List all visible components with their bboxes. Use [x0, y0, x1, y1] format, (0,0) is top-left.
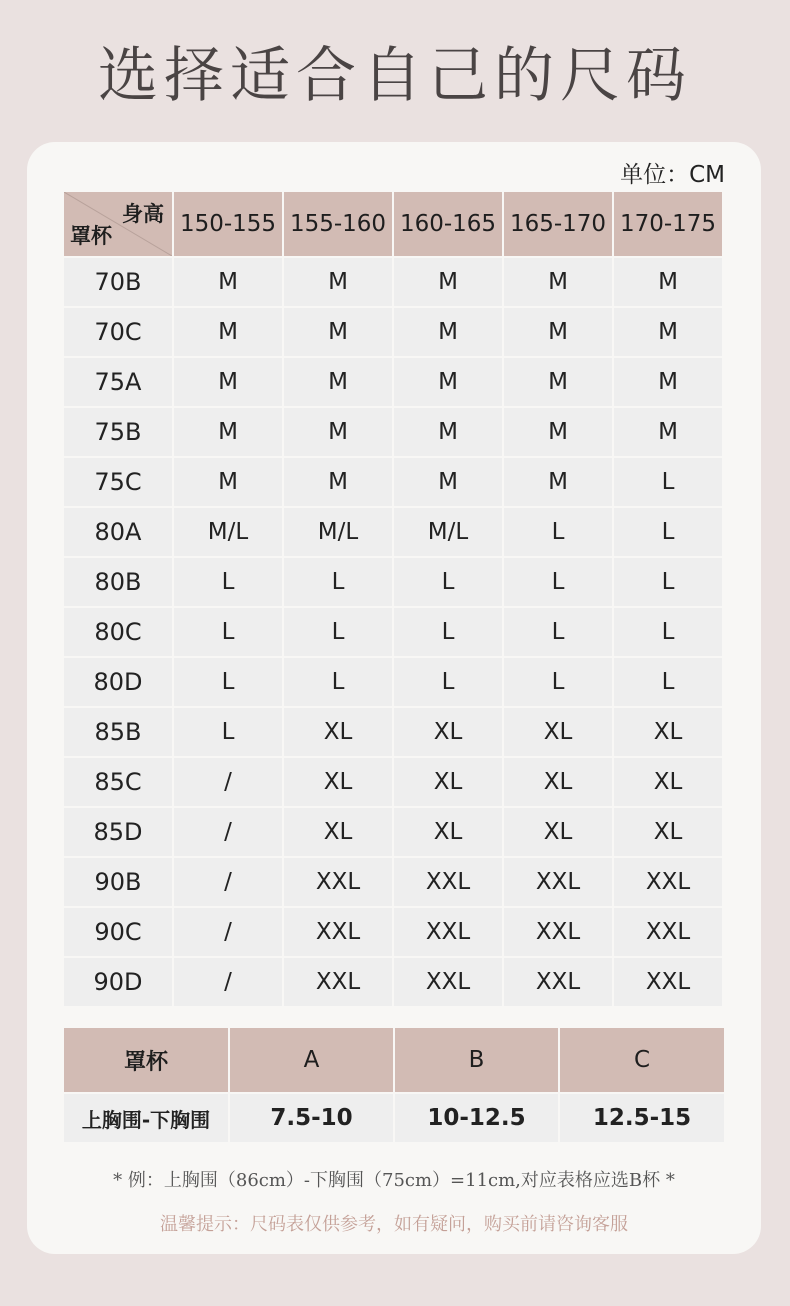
cup-size-label: 80A — [64, 508, 172, 556]
cup-header-label: 罩杯 — [64, 1028, 228, 1092]
size-cell: M/L — [284, 508, 392, 556]
cup-size-label: 80C — [64, 608, 172, 656]
table-row — [64, 608, 722, 656]
cup-table — [62, 1026, 726, 1144]
size-cell: XL — [614, 758, 722, 806]
size-cell: M — [284, 358, 392, 406]
size-cell: XXL — [394, 858, 502, 906]
size-cell: M — [174, 408, 282, 456]
size-cell: / — [174, 758, 282, 806]
size-cell: M — [614, 358, 722, 406]
size-chart-card — [27, 142, 761, 1254]
size-cell: L — [174, 608, 282, 656]
cup-size-label: 75A — [64, 358, 172, 406]
size-cell: L — [284, 558, 392, 606]
size-cell: XXL — [394, 958, 502, 1006]
table-row — [64, 758, 722, 806]
size-cell: XXL — [504, 858, 612, 906]
table-row — [64, 258, 722, 306]
size-cell: M/L — [174, 508, 282, 556]
size-cell: M — [284, 308, 392, 356]
cup-size-label: 70C — [64, 308, 172, 356]
size-cell: M — [174, 308, 282, 356]
size-cell: / — [174, 808, 282, 856]
size-cell: M — [614, 408, 722, 456]
size-cell: M — [504, 258, 612, 306]
size-cell: XL — [614, 808, 722, 856]
size-cell: M/L — [394, 508, 502, 556]
size-cell: XXL — [284, 908, 392, 956]
size-cell: XL — [284, 808, 392, 856]
size-cell: L — [284, 658, 392, 706]
size-cell: M — [504, 458, 612, 506]
table-row — [64, 958, 722, 1006]
size-cell: M — [394, 258, 502, 306]
table-row — [64, 408, 722, 456]
size-cell: XXL — [614, 958, 722, 1006]
cup-size-label: 75B — [64, 408, 172, 456]
example-note: * 例：上胸围（86cm）-下胸围（75cm）=11cm,对应表格应选B杯 * — [113, 1170, 675, 1191]
size-cell: XXL — [284, 958, 392, 1006]
size-cell: XL — [504, 708, 612, 756]
size-cell: L — [394, 608, 502, 656]
corner-header — [64, 192, 172, 256]
size-cell: M — [174, 458, 282, 506]
bust-difference-value: 12.5-15 — [560, 1094, 724, 1142]
size-table-header-row — [64, 192, 722, 256]
size-cell: XXL — [284, 858, 392, 906]
height-header: 155-160 — [284, 192, 392, 256]
size-cell: M — [614, 308, 722, 356]
size-cell: M — [284, 258, 392, 306]
cup-size-label: 85D — [64, 808, 172, 856]
size-cell: XL — [504, 808, 612, 856]
size-cell: XL — [614, 708, 722, 756]
page-title: 选择适合自己的尺码 — [98, 41, 692, 111]
cup-size-label: 90B — [64, 858, 172, 906]
reminder-tip: 温馨提示：尺码表仅供参考，如有疑问，购买前请咨询客服 — [160, 1214, 628, 1235]
size-cell: M — [284, 458, 392, 506]
unit-label: 单位：CM — [620, 162, 725, 188]
height-header: 160-165 — [394, 192, 502, 256]
cup-size-label: 80B — [64, 558, 172, 606]
cup-table-row — [64, 1094, 724, 1142]
bust-difference-value: 7.5-10 — [230, 1094, 393, 1142]
cup-header: B — [395, 1028, 558, 1092]
size-cell: XL — [394, 708, 502, 756]
size-cell: L — [174, 558, 282, 606]
size-cell: XL — [504, 758, 612, 806]
size-cell: L — [174, 658, 282, 706]
cup-size-label: 90C — [64, 908, 172, 956]
size-cell: M — [504, 408, 612, 456]
cup-size-label: 85C — [64, 758, 172, 806]
size-cell: L — [614, 608, 722, 656]
size-cell: L — [394, 558, 502, 606]
size-cell: L — [614, 658, 722, 706]
size-cell: M — [394, 358, 502, 406]
size-cell: L — [504, 608, 612, 656]
size-cell: XXL — [614, 858, 722, 906]
table-row — [64, 558, 722, 606]
table-row — [64, 858, 722, 906]
size-cell: M — [174, 258, 282, 306]
cup-size-label: 90D — [64, 958, 172, 1006]
table-row — [64, 908, 722, 956]
size-cell: L — [504, 558, 612, 606]
table-row — [64, 708, 722, 756]
size-cell: L — [614, 458, 722, 506]
size-cell: L — [504, 658, 612, 706]
cup-size-label: 70B — [64, 258, 172, 306]
size-cell: M — [394, 458, 502, 506]
size-cell: M — [394, 308, 502, 356]
size-cell: XL — [394, 758, 502, 806]
size-cell: L — [614, 558, 722, 606]
corner-height-label: 身高 — [122, 202, 164, 226]
size-cell: XXL — [504, 958, 612, 1006]
size-cell: / — [174, 958, 282, 1006]
size-cell: XL — [394, 808, 502, 856]
height-header: 170-175 — [614, 192, 722, 256]
cup-header: A — [230, 1028, 393, 1092]
corner-cup-label: 罩杯 — [70, 224, 112, 248]
size-cell: M — [284, 408, 392, 456]
height-header: 150-155 — [174, 192, 282, 256]
cup-size-label: 85B — [64, 708, 172, 756]
size-cell: XXL — [614, 908, 722, 956]
size-cell: M — [394, 408, 502, 456]
cup-size-label: 80D — [64, 658, 172, 706]
size-cell: XXL — [504, 908, 612, 956]
table-row — [64, 308, 722, 356]
table-row — [64, 658, 722, 706]
size-cell: L — [614, 508, 722, 556]
size-cell: XL — [284, 758, 392, 806]
size-cell: M — [504, 308, 612, 356]
size-cell: M — [174, 358, 282, 406]
size-cell: M — [614, 258, 722, 306]
size-cell: XL — [284, 708, 392, 756]
cup-header: C — [560, 1028, 724, 1092]
size-cell: XXL — [394, 908, 502, 956]
cup-table-header-row — [64, 1028, 724, 1092]
size-cell: / — [174, 858, 282, 906]
bust-difference-label: 上胸围-下胸围 — [64, 1094, 228, 1142]
size-cell: / — [174, 908, 282, 956]
cup-size-label: 75C — [64, 458, 172, 506]
size-table — [62, 190, 724, 1008]
size-cell: L — [284, 608, 392, 656]
size-cell: M — [504, 358, 612, 406]
size-cell: L — [504, 508, 612, 556]
size-cell: L — [394, 658, 502, 706]
height-header: 165-170 — [504, 192, 612, 256]
bust-difference-value: 10-12.5 — [395, 1094, 558, 1142]
table-row — [64, 808, 722, 856]
size-cell: L — [174, 708, 282, 756]
table-row — [64, 358, 722, 406]
table-row — [64, 458, 722, 506]
table-row — [64, 508, 722, 556]
